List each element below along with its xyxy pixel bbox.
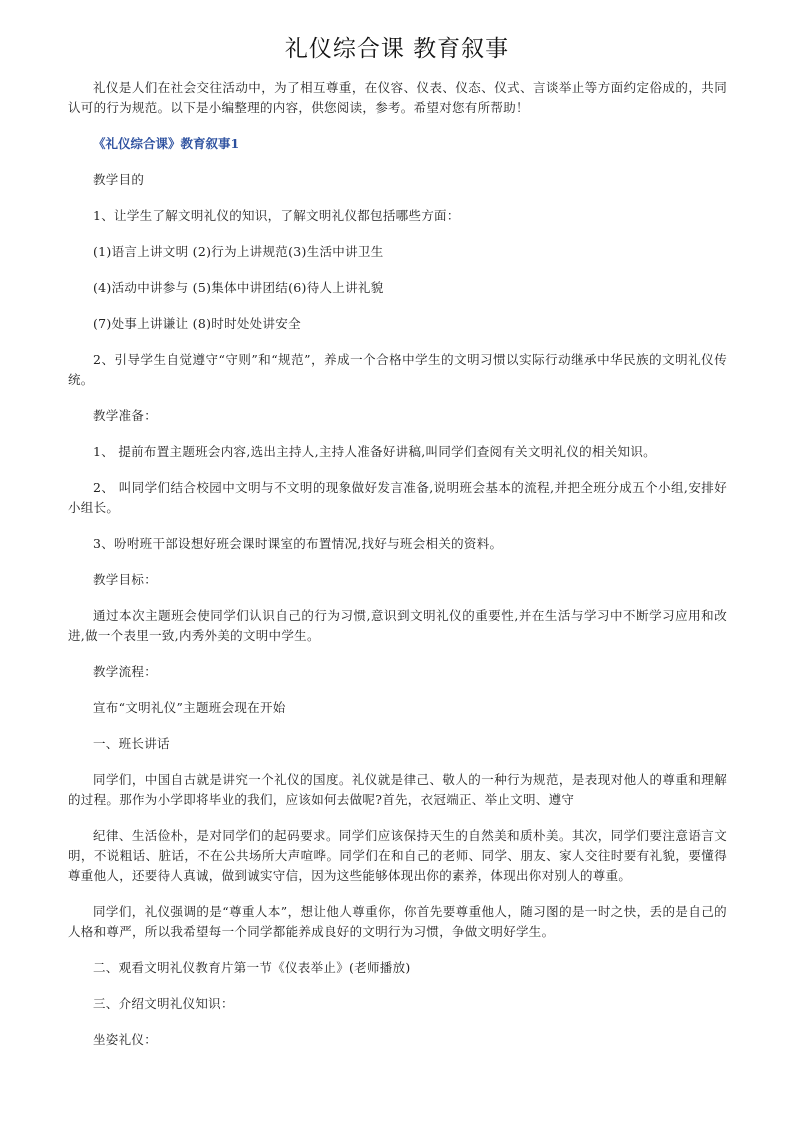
- paragraph: 2、引导学生自觉遵守“守则”和“规范”，养成一个合格中学生的文明习惯以实际行动继承中华民族的文明礼仪传统。: [68, 352, 727, 387]
- paragraph: 纪律、生活俭朴，是对同学们的起码要求。同学们应该保持天生的自然美和质朴美。其次，同学们要注意语言文明，不说粗话、脏话，不在公共场所大声喧哗。同学们在和自己的老师、同学、朋友、家人交往时要有礼貌，要懂得尊重他人，还要待人真诚，做到诚实守信，因为这些能够体现出你的素养，体现出你对别人的尊重。: [68, 828, 727, 883]
- paragraph: 礼仪是人们在社会交往活动中，为了相互尊重，在仪容、仪表、仪态、仪式、言谈举止等方面约定俗成的，共同认可的行为规范。以下是小编整理的内容，供您阅读，参考。希望对您有所帮助！: [68, 80, 727, 115]
- section-subtitle: 《礼仪综合课》教育叙事1: [93, 136, 240, 151]
- paragraph: 教学准备：: [93, 408, 158, 423]
- paragraph: (4)活动中讲参与 (5)集体中讲团结(6)待人上讲礼貌: [93, 280, 384, 295]
- paragraph: 宣布“文明礼仪”主题班会现在开始: [93, 700, 286, 715]
- paragraph: 1、 提前布置主题班会内容,选出主持人,主持人准备好讲稿,叫同学们查阅有关文明礼仪的相关知识。: [93, 444, 656, 459]
- paragraph: 一、班长讲话: [93, 736, 170, 751]
- paragraph: 二、观看文明礼仪教育片第一节《仪表举止》(老师播放): [93, 960, 411, 975]
- paragraph: 同学们，中国自古就是讲究一个礼仪的国度。礼仪就是律己、敬人的一种行为规范，是表现对他人的尊重和理解的过程。那作为小学即将毕业的我们，应该如何去做呢?首先，衣冠端正、举止文明、遵守: [68, 772, 727, 807]
- page-title: 礼仪综合课 教育叙事: [284, 36, 510, 62]
- paragraph: 3、吩咐班干部设想好班会课时课室的布置情况,找好与班会相关的资料。: [93, 536, 503, 551]
- paragraph: (1)语言上讲文明 (2)行为上讲规范(3)生活中讲卫生: [93, 244, 384, 259]
- paragraph: (7)处事上讲谦让 (8)时时处处讲安全: [93, 316, 301, 331]
- paragraph: 2、 叫同学们结合校园中文明与不文明的现象做好发言准备,说明班会基本的流程,并把全班分成五个小组,安排好小组长。: [68, 480, 727, 515]
- paragraph: 教学目标：: [93, 572, 158, 587]
- paragraph: 教学流程：: [93, 664, 158, 679]
- document-body: [68, 78, 727, 1066]
- paragraph: 三、介绍文明礼仪知识：: [93, 996, 234, 1011]
- paragraph: 教学目的: [93, 172, 145, 187]
- paragraph: 1、让学生了解文明礼仪的知识，了解文明礼仪都包括哪些方面：: [93, 208, 460, 223]
- paragraph: 通过本次主题班会使同学们认识自己的行为习惯,意识到文明礼仪的重要性,并在生活与学习中不断学习应用和改进,做一个表里一致,内秀外美的文明中学生。: [68, 608, 727, 643]
- paragraph: 坐姿礼仪：: [93, 1032, 158, 1047]
- paragraph: 同学们，礼仪强调的是“尊重人本”，想让他人尊重你，你首先要尊重他人，随习图的是一时之快，丢的是自己的人格和尊严，所以我希望每一个同学都能养成良好的文明行为习惯，争做文明好学生。: [68, 904, 727, 939]
